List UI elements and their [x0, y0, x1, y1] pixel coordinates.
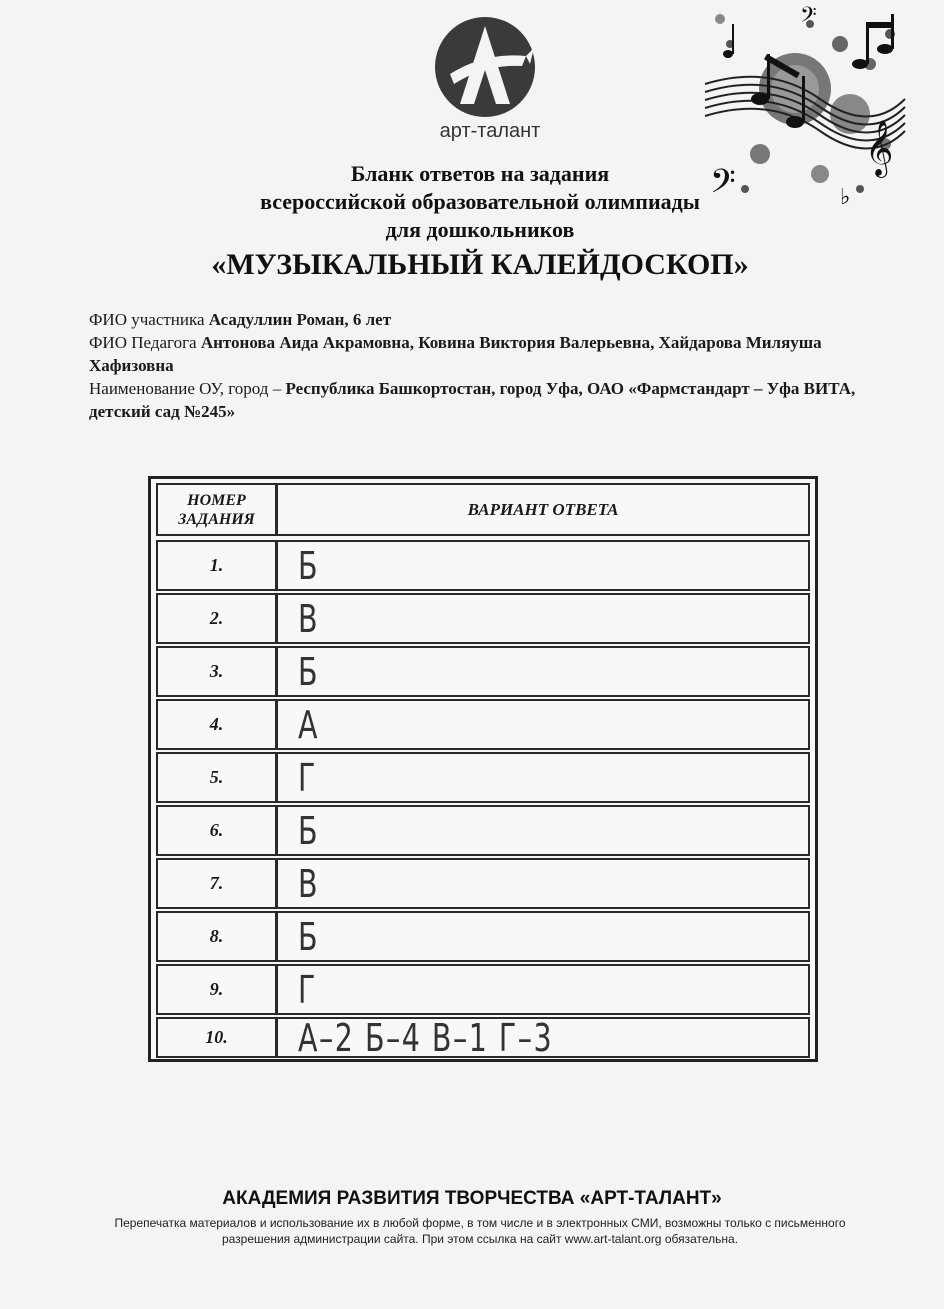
teacher-line	[89, 331, 859, 377]
column-divider	[275, 1019, 278, 1056]
table-row	[156, 1017, 810, 1058]
task-number: 1.	[209, 555, 224, 575]
task-number: 7.	[209, 873, 224, 893]
table-row	[156, 752, 810, 803]
participant-label: ФИО участника	[89, 310, 205, 329]
participant-value: Асадуллин Роман, 6 лет	[208, 310, 392, 329]
footer-title: АКАДЕМИЯ РАЗВИТИЯ ТВОРЧЕСТВА «АРТ-ТАЛАНТ»	[222, 1188, 722, 1209]
sheet-heading	[100, 160, 860, 285]
table-row	[156, 593, 810, 644]
olympiad-title: «МУЗЫКАЛЬНЫЙ КАЛЕЙДОСКОП»	[211, 248, 749, 281]
brand-name: арт-талант	[439, 120, 541, 142]
answer-value: Г	[298, 967, 317, 1012]
header-num-line-1: НОМЕР	[187, 491, 246, 509]
column-divider	[275, 648, 278, 695]
teacher-value: Антонова Аида Акрамовна, Ковина Виктория Валерьевна, Хайдарова Миляуша Хафизовна	[89, 333, 822, 375]
column-divider	[275, 807, 278, 854]
answer-value: В	[298, 861, 320, 906]
heading-line-2: всероссийской образовательной олимпиады	[260, 189, 700, 214]
table-row	[156, 964, 810, 1015]
answer-value: Б	[298, 543, 320, 588]
task-number: 4.	[209, 714, 224, 734]
task-number: 6.	[209, 820, 224, 840]
svg-text:𝄞: 𝄞	[865, 120, 894, 176]
participant-line	[89, 308, 859, 331]
answer-table	[148, 476, 818, 1062]
table-row	[156, 858, 810, 909]
column-divider	[275, 913, 278, 960]
footer-copyright-note: Перепечатка материалов и использование их в любой форме, в том числе и в электронных СМИ, возможны только с письменного разрешения администрации сайта. При этом ссылка на сайт www.art-talant.org обязательна.	[114, 1216, 846, 1246]
answer-value: В	[298, 596, 320, 641]
table-row	[156, 805, 810, 856]
answer-value: Б	[298, 808, 320, 853]
task-number: 8.	[209, 926, 224, 946]
column-divider	[275, 860, 278, 907]
header-answer: ВАРИАНТ ОТВЕТА	[467, 499, 619, 519]
header-num-line-2: ЗАДАНИЯ	[178, 510, 255, 528]
header-task-number	[158, 485, 275, 534]
heading-line-1: Бланк ответов на задания	[350, 161, 610, 186]
organization-line	[89, 377, 859, 423]
column-divider	[275, 595, 278, 642]
task-number: 10.	[205, 1027, 228, 1047]
table-row	[156, 540, 810, 591]
task-number: 9.	[209, 979, 224, 999]
svg-text:𝄢: 𝄢	[800, 4, 817, 33]
table-row	[156, 911, 810, 962]
column-divider	[275, 542, 278, 589]
answer-value: Г	[298, 755, 317, 800]
svg-text:♭: ♭	[840, 185, 851, 209]
answer-value: Б	[298, 649, 320, 694]
art-talant-logo-icon	[430, 12, 540, 122]
task-number: 2.	[209, 608, 224, 628]
svg-text:𝄢: 𝄢	[710, 163, 736, 209]
teacher-label: ФИО Педагога	[89, 333, 197, 352]
answer-value: А–2 Б–4 В–1 Г–3	[298, 1015, 554, 1060]
column-divider	[275, 966, 278, 1013]
task-number: 3.	[209, 661, 224, 681]
organization-label: Наименование ОУ, город –	[89, 379, 282, 398]
table-header-row	[156, 483, 810, 536]
participant-info	[89, 308, 859, 423]
heading-line-3: для дошкольников	[385, 217, 575, 242]
column-divider	[275, 701, 278, 748]
task-number: 5.	[209, 767, 224, 787]
answer-value: Б	[298, 914, 320, 959]
answer-value: А	[298, 702, 319, 747]
table-row	[156, 646, 810, 697]
organization-value: Республика Башкортостан, город Уфа, ОАО «Фармстандарт – Уфа ВИТА, детский сад №245»	[89, 379, 856, 421]
column-divider	[275, 754, 278, 801]
table-row	[156, 699, 810, 750]
